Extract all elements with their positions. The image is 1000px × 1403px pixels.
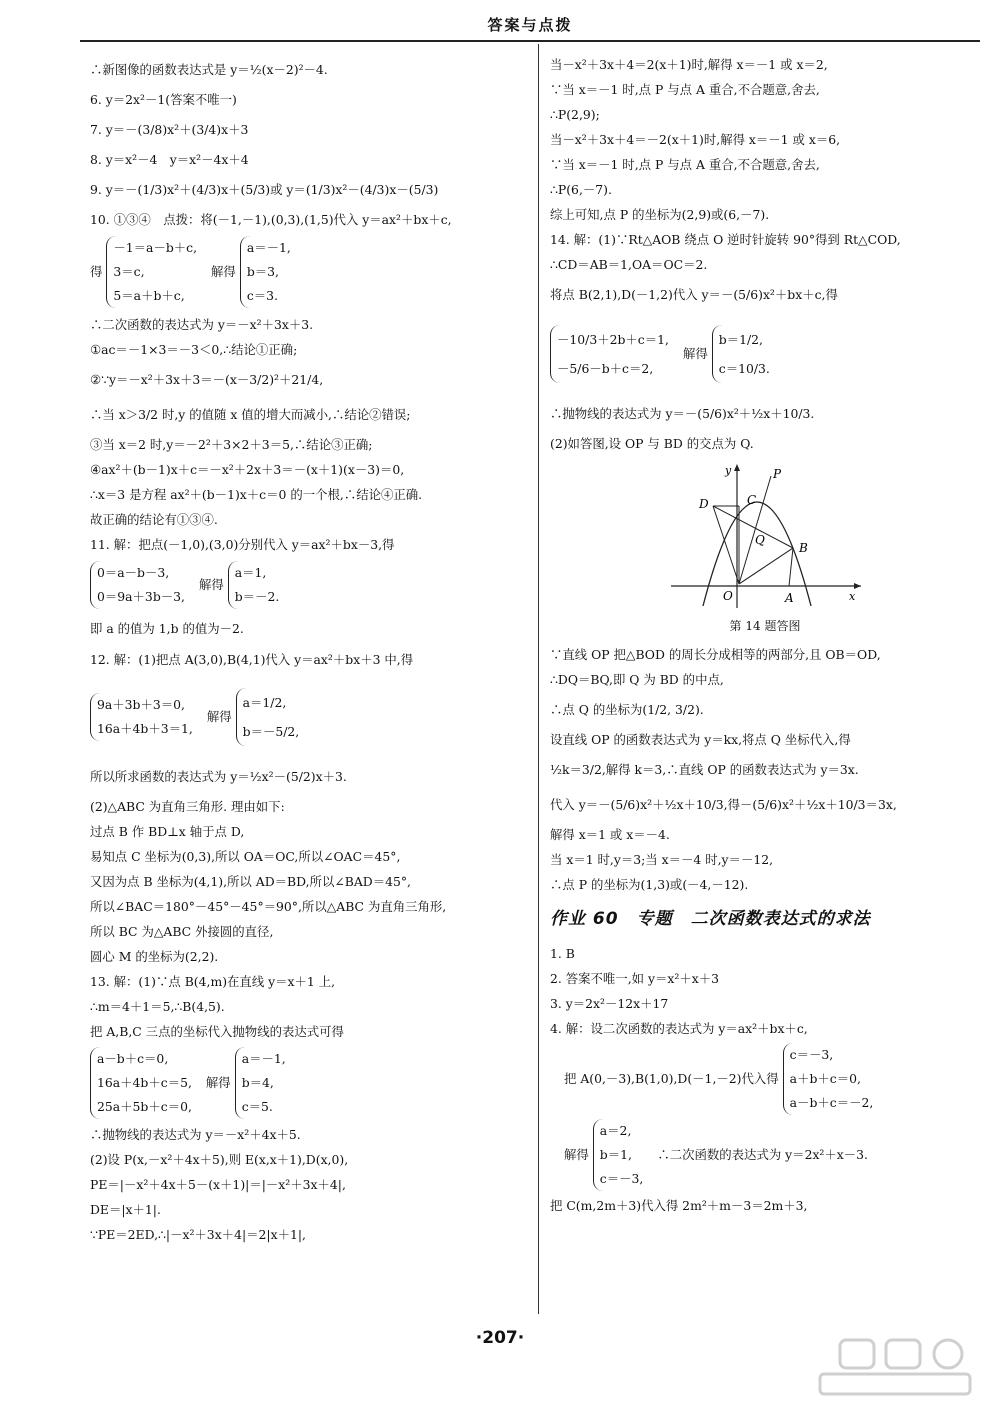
- text-line: 又因为点 B 坐标为(4,1),所以 AD＝BD,所以∠BAD＝45°,: [90, 874, 412, 889]
- solution-row: b＝1/2,: [718, 332, 763, 347]
- x-axis-arrow: [854, 583, 861, 589]
- equation-row: 0＝a－b－3,: [97, 565, 170, 580]
- text-line: ∵直线 OP 把△BOD 的周长分成相等的两部分,且 OB＝OD,: [550, 647, 881, 662]
- equation-row: －5/6－b＋c＝2,: [557, 361, 654, 376]
- solve-label: 解得: [198, 576, 224, 592]
- text-line: ∵当 x＝－1 时,点 P 与点 A 重合,不合题意,舍去,: [550, 157, 820, 172]
- equation-row: a－b＋c＝0,: [97, 1051, 169, 1066]
- equation-row: a－b＋c＝－2,: [789, 1095, 874, 1110]
- y-axis-arrow: [734, 464, 740, 471]
- solution-row: c＝3.: [246, 288, 278, 303]
- text-line: 即 a 的值为 1,b 的值为－2.: [90, 621, 244, 636]
- solution-row: c＝5.: [241, 1099, 273, 1114]
- text-line: 7. y＝－(3/8)x²＋(3/4)x＋3: [90, 122, 249, 137]
- section-title: 作业 60 专题 二次函数表达式的求法: [550, 909, 871, 929]
- text-line: 故正确的结论有①③④.: [90, 512, 218, 527]
- text-line: ④ax²＋(b－1)x＋c＝－x²＋2x＋3＝－(x＋1)(x－3)＝0,: [90, 462, 405, 477]
- figure-caption: 第 14 题答图: [729, 619, 801, 633]
- solution-row: a＝2,: [599, 1123, 632, 1138]
- equation-row: －1＝a－b＋c,: [113, 240, 198, 255]
- solve-label: 解得: [682, 345, 708, 361]
- system-brace: [90, 693, 193, 741]
- text-line: 将点 B(2,1),D(－1,2)代入 y＝－(5/6)x²＋bx＋c,得: [550, 287, 838, 302]
- text-line: ∵PE＝2ED,∴|－x²＋3x＋4|＝2|x＋1|,: [90, 1227, 306, 1242]
- page-header-title: 答案与点拨: [487, 16, 573, 34]
- text-line: 当 x＝1 时,y＝3;当 x＝－4 时,y＝－12,: [550, 852, 774, 867]
- watermark-logo: [800, 1336, 990, 1398]
- equation-system-10: [90, 232, 525, 312]
- solution-row: a＝1,: [234, 565, 267, 580]
- system-brace: [783, 1043, 874, 1115]
- label-P: P: [773, 467, 782, 481]
- label-Q: Q: [755, 533, 765, 547]
- text-line: (2)△ABC 为直角三角形. 理由如下:: [90, 799, 285, 814]
- equation-row: 25a＋5b＋c＝0,: [97, 1099, 192, 1114]
- system-brace: [550, 325, 669, 383]
- solve-label: 解得: [564, 1146, 589, 1162]
- system-prefix: 把 A(0,－3),B(1,0),D(－1,－2)代入得: [564, 1070, 779, 1086]
- solve-label: 解得: [211, 263, 236, 279]
- text-line: ∴m＝4＋1＝5,∴B(4,5).: [90, 999, 225, 1014]
- solution-row: b＝3,: [246, 264, 279, 279]
- text-line: 1. B: [550, 946, 575, 961]
- text-line: 3. y＝2x²－12x＋17: [550, 996, 669, 1011]
- solution-row: b＝4,: [241, 1075, 274, 1090]
- text-line: ½k＝3/2,解得 k＝3,∴直线 OP 的函数表达式为 y＝3x.: [550, 762, 859, 777]
- system-brace: [90, 1047, 192, 1119]
- label-D: D: [699, 497, 709, 511]
- equation-row: c＝－3,: [789, 1047, 834, 1062]
- text-line: 圆心 M 的坐标为(2,2).: [90, 949, 219, 964]
- text-line: 14. 解：(1)∵Rt△AOB 绕点 O 逆时针旋转 90°得到 Rt△COD,: [550, 232, 901, 247]
- label-C: C: [747, 493, 757, 507]
- solution-row: a＝－1,: [246, 240, 291, 255]
- equation-row: 16a＋4b＋c＝5,: [97, 1075, 192, 1090]
- text-line: 13. 解：(1)∵点 B(4,m)在直线 y＝x＋1 上,: [90, 974, 336, 989]
- text-line: ∴新图像的函数表达式是 y＝½(x－2)²－4.: [90, 62, 328, 77]
- text-line: PE＝|－x²＋4x＋5－(x＋1)|＝|－x²＋3x＋4|,: [90, 1177, 346, 1192]
- solution-row: b＝－2.: [234, 589, 280, 604]
- solution-brace: [593, 1119, 644, 1191]
- solution-brace: [228, 561, 280, 609]
- equation-system-11: [90, 557, 525, 613]
- text-line: ③当 x＝2 时,y＝－2²＋3×2＋3＝5,∴结论③正确;: [90, 437, 373, 452]
- text-line: ∴抛物线的表达式为 y＝－x²＋4x＋5.: [90, 1127, 301, 1142]
- text-line: (2)如答图,设 OP 与 BD 的交点为 Q.: [550, 436, 754, 451]
- solution-row: b＝－5/2,: [242, 724, 300, 739]
- text-line: ∴当 x＞3/2 时,y 的值随 x 值的增大而减小,∴结论②错误;: [90, 407, 411, 422]
- text-line: 过点 B 作 BD⊥x 轴于点 D,: [90, 824, 245, 839]
- text-line: 9. y＝－(1/3)x²＋(4/3)x＋(5/3)或 y＝(1/3)x²－(4/3)x－(5/3): [90, 182, 439, 197]
- text-line: 当－x²＋3x＋4＝2(x＋1)时,解得 x＝－1 或 x＝2,: [550, 57, 828, 72]
- text-line: ∴点 P 的坐标为(1,3)或(－4,－12).: [550, 877, 749, 892]
- text-line: 4. 解：设二次函数的表达式为 y＝ax²＋bx＋c,: [550, 1021, 808, 1036]
- text-line: ∴CD＝AB＝1,OA＝OC＝2.: [550, 257, 708, 272]
- text-line: ∴点 Q 的坐标为(1/2, 3/2).: [550, 702, 704, 717]
- equation-row: －10/3＋2b＋c＝1,: [557, 332, 669, 347]
- equation-system-4a: [550, 1041, 980, 1117]
- text-line: 10. ①③④ 点拨：将(－1,－1),(0,3),(1,5)代入 y＝ax²＋bx＋c,: [90, 212, 452, 227]
- text-line: 8. y＝x²－4 y＝x²－4x＋4: [90, 152, 249, 167]
- text-line: 11. 解：把点(－1,0),(3,0)分别代入 y＝ax²＋bx－3,得: [90, 537, 395, 552]
- text-line: ∴抛物线的表达式为 y＝－(5/6)x²＋½x＋10/3.: [550, 406, 815, 421]
- solution-brace: [712, 325, 770, 383]
- text-line: 2. 答案不唯一,如 y＝x²＋x＋3: [550, 971, 719, 986]
- text-line: 设直线 OP 的函数表达式为 y＝kx,将点 Q 坐标代入,得: [550, 732, 851, 747]
- label-B: B: [799, 541, 808, 555]
- equation-system-12: [90, 675, 525, 759]
- text-line: 12. 解：(1)把点 A(3,0),B(4,1)代入 y＝ax²＋bx＋3 中,得: [90, 652, 414, 667]
- parabola: [703, 502, 811, 606]
- left-column: [90, 52, 525, 1247]
- solution-brace: [235, 1047, 286, 1119]
- solution-row: c＝－3,: [599, 1171, 644, 1186]
- line-AB: [789, 548, 793, 586]
- equation-row: a＋b＋c＝0,: [789, 1071, 861, 1086]
- equation-row: 9a＋3b＋3＝0,: [97, 697, 185, 712]
- solution-row: a＝－1,: [241, 1051, 286, 1066]
- system-brace: [90, 561, 185, 609]
- label-x: x: [849, 590, 856, 603]
- system-prefix: 得: [90, 263, 103, 279]
- solution-row: b＝1,: [599, 1147, 632, 1162]
- text-line: 所以所求函数的表达式为 y＝½x²－(5/2)x＋3.: [90, 769, 347, 784]
- text-line: ②∵y＝－x²＋3x＋3＝－(x－3/2)²＋21/4,: [90, 372, 324, 387]
- text-line: 把 C(m,2m＋3)代入得 2m²＋m－3＝2m＋3,: [550, 1198, 808, 1213]
- solution-row: c＝10/3.: [718, 361, 770, 376]
- text-line: ∴P(2,9);: [550, 107, 600, 122]
- equation-system-14: [550, 312, 980, 396]
- text-line: 综上可知,点 P 的坐标为(2,9)或(6,－7).: [550, 207, 770, 222]
- equation-row: 5＝a＋b＋c,: [113, 288, 185, 303]
- equation-row: 16a＋4b＋3＝1,: [97, 721, 193, 736]
- text-line: 所以∠BAC＝180°－45°－45°＝90°,所以△ABC 为直角三角形,: [90, 899, 447, 914]
- label-O: O: [723, 589, 733, 603]
- column-divider: [538, 44, 539, 1314]
- solution-brace: [236, 688, 300, 746]
- figure-14-graph: [665, 460, 865, 610]
- text-line: DE＝|x＋1|.: [90, 1202, 161, 1217]
- system-conclusion: ∴二次函数的表达式为 y＝2x²＋x－3.: [657, 1146, 868, 1162]
- text-line: ∴P(6,－7).: [550, 182, 612, 197]
- text-line: 把 A,B,C 三点的坐标代入抛物线的表达式可得: [90, 1024, 344, 1039]
- header-rule: [80, 40, 980, 42]
- system-brace: [106, 236, 197, 308]
- equation-system-4b: [550, 1117, 980, 1193]
- solution-brace: [240, 236, 291, 308]
- text-line: ①ac＝－1×3＝－3＜0,∴结论①正确;: [90, 342, 298, 357]
- label-y: y: [725, 464, 732, 477]
- text-line: ∴二次函数的表达式为 y＝－x²＋3x＋3.: [90, 317, 314, 332]
- text-line: ∴x＝3 是方程 ax²＋(b－1)x＋c＝0 的一个根,∴结论④正确.: [90, 487, 423, 502]
- solve-label: 解得: [206, 708, 232, 724]
- text-line: ∴DQ＝BQ,即 Q 为 BD 的中点,: [550, 672, 724, 687]
- equation-row: 0＝9a＋3b－3,: [97, 589, 185, 604]
- text-line: (2)设 P(x,－x²＋4x＋5),则 E(x,x＋1),D(x,0),: [90, 1152, 349, 1167]
- text-line: ∵当 x＝－1 时,点 P 与点 A 重合,不合题意,舍去,: [550, 82, 820, 97]
- right-column: [550, 52, 980, 1218]
- page-number: ·207·: [475, 1328, 525, 1348]
- text-line: 代入 y＝－(5/6)x²＋½x＋10/3,得－(5/6)x²＋½x＋10/3＝3x,: [550, 797, 897, 812]
- text-line: 当－x²＋3x＋4＝－2(x＋1)时,解得 x＝－1 或 x＝6,: [550, 132, 841, 147]
- solve-label: 解得: [205, 1074, 231, 1090]
- equation-system-13: [90, 1044, 525, 1122]
- solution-row: a＝1/2,: [242, 695, 287, 710]
- text-line: 易知点 C 坐标为(0,3),所以 OA＝OC,所以∠OAC＝45°,: [90, 849, 401, 864]
- text-line: 所以 BC 为△ABC 外接圆的直径,: [90, 924, 274, 939]
- line-OQ-ext: [739, 548, 793, 584]
- label-A: A: [785, 591, 794, 605]
- text-line: 6. y＝2x²－1(答案不唯一): [90, 92, 237, 107]
- equation-row: 3＝c,: [113, 264, 145, 279]
- text-line: 解得 x＝1 或 x＝－4.: [550, 827, 670, 842]
